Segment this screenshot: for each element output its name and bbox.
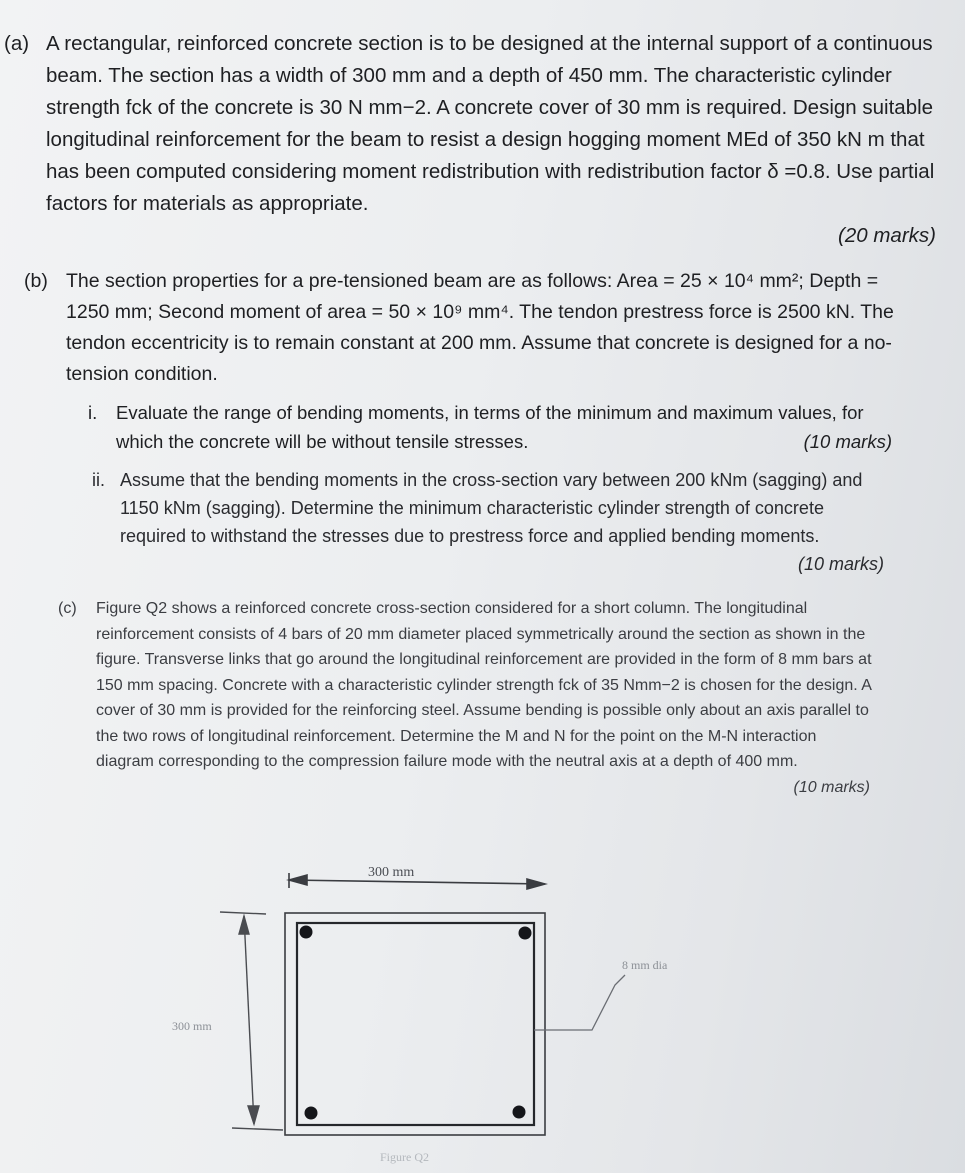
rebar-top-left <box>300 926 313 939</box>
link-leader <box>534 975 625 1030</box>
question-c-label: (c) <box>58 600 77 617</box>
width-dimension <box>289 873 545 889</box>
link-outline <box>297 923 534 1125</box>
question-b-text: The section properties for a pre-tensioned beam are as follows: Area = 25 × 10⁴ mm²; Depth = 1250 mm; Second moment of area = 50 × 10⁹ mm⁴. The tendon prestress force is 2500 kN. The tendon eccentricity is to remain constant at 200 mm. Assume that concrete is designed for a no-tension condition. <box>66 270 894 385</box>
question-b-i-label: i. <box>88 402 98 423</box>
question-b-i-marks: (10 marks) <box>803 431 892 452</box>
question-a-text: A rectangular, reinforced concrete section is to be designed at the internal support of a continuous beam. The section has a width of 300 mm and a depth of 450 mm. The characteristic cylinder strength fck of the concrete is 30 N mm−2. A concrete cover of 30 mm is required. Design suitable longitudinal reinforcement for the beam to resist a design hogging moment MEd of 350 kN m that has been computed considering moment redistribution with redistribution factor δ =0.8. Use partial factors for materials as appropriate. <box>46 32 935 215</box>
width-label: 300 mm <box>368 865 415 880</box>
question-a-marks: (20 marks) <box>838 224 936 247</box>
question-c-text: Figure Q2 shows a reinforced concrete cross-section considered for a short column. The longitudinal reinforcement consists of 4 bars of 20 mm diameter placed symmetrically around the section as shown in the figure. Transverse links that go around the longitudinal reinforcement are provided in the form of 8 mm bars at 150 mm spacing. Concrete with a characteristic cylinder strength fck of 35 Nmm−2 is chosen for the design. A cover of 30 mm is provided for the reinforcing steel. Assume bending is possible only about an axis parallel to the two rows of longitudinal reinforcement. Determine the M and N for the point on the M-N interaction diagram corresponding to the compression failure mode with the neutral axis at a depth of 400 mm. <box>96 600 872 770</box>
rebar-bottom-left <box>305 1107 318 1120</box>
question-b-ii-text: Assume that the bending moments in the cross-section vary between 200 kNm (sagging) and 1150 kNm (sagging). Determine the minimum characteristic cylinder strength of concrete required to withstand the stresses due to prestress force and applied bending moments. <box>120 470 863 546</box>
figure-caption: Figure Q2 <box>380 1150 429 1164</box>
question-a-label: (a) <box>4 32 30 55</box>
question-c-marks: (10 marks) <box>793 778 870 796</box>
question-b-i-body: Evaluate the range of bending moments, in terms of the minimum and maximum values, for which the concrete will be without tensile stresses. <box>116 402 864 452</box>
section-outline <box>285 913 545 1135</box>
question-b-ii-label: ii. <box>92 470 105 490</box>
question-b-label: (b) <box>24 270 48 292</box>
height-label: 300 mm <box>172 1019 212 1033</box>
link-label: 8 mm dia <box>622 958 668 972</box>
question-b-ii-marks: (10 marks) <box>797 554 884 574</box>
height-dimension <box>220 912 283 1130</box>
rebar-top-right <box>519 927 532 940</box>
rebar-bottom-right <box>513 1106 526 1119</box>
